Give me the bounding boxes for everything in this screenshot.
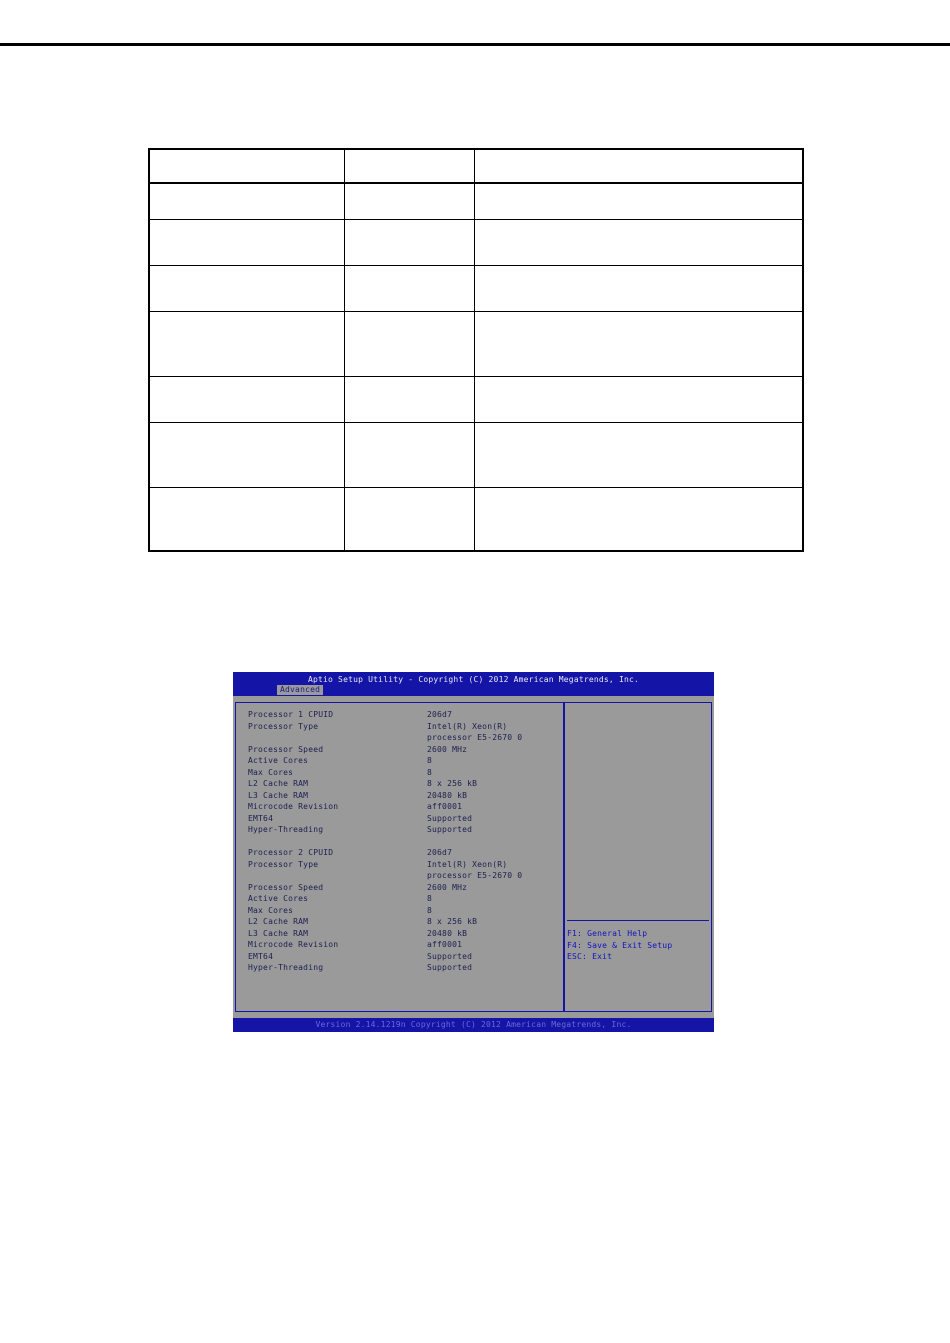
row-label: Processor 2 CPUID (248, 848, 334, 857)
table-row-divider (150, 487, 802, 488)
row-label: Processor Type (248, 859, 319, 869)
row-label: Processor Speed (248, 882, 324, 892)
row-value: 2600 MHz (427, 882, 468, 892)
help-f1: F1: General Help (567, 929, 648, 938)
row-label: L3 Cache RAM (248, 790, 309, 800)
row-label: EMT64 (248, 951, 274, 961)
help-divider (567, 920, 709, 921)
row-label: L3 Cache RAM (248, 928, 309, 938)
table-header-divider (150, 182, 802, 184)
table-column-divider (474, 150, 475, 550)
row-value: Supported (427, 963, 473, 972)
row-label: Microcode Revision (248, 802, 339, 811)
row-label: Processor Speed (248, 744, 324, 754)
key-help-list (567, 928, 672, 963)
bios-header (233, 672, 714, 696)
row-label: L2 Cache RAM (248, 779, 309, 788)
row-label: Processor Type (248, 721, 319, 731)
bios-screenshot (233, 672, 714, 1032)
row-label: L2 Cache RAM (248, 917, 309, 926)
row-label: Active Cores (248, 756, 309, 765)
row-value: Intel(R) Xeon(R) (427, 721, 508, 731)
row-label: Active Cores (248, 894, 309, 903)
row-value: Intel(R) Xeon(R) (427, 859, 508, 869)
row-value: processor E5-2670 0 (427, 733, 523, 742)
table-column-divider (344, 150, 345, 550)
table-row-divider (150, 311, 802, 312)
row-label: EMT64 (248, 813, 274, 823)
help-f4: F4: Save & Exit Setup (567, 940, 673, 950)
row-value: 8 (427, 894, 433, 903)
processor-info-panel (235, 702, 564, 1012)
row-value: 206d7 (427, 710, 453, 719)
row-label: Max Cores (248, 905, 294, 915)
row-value: 20480 kB (427, 928, 468, 938)
bios-title: Aptio Setup Utility - Copyright (C) 2012 American Megatrends, Inc. (307, 675, 640, 684)
row-label: Max Cores (248, 767, 294, 777)
table-row-divider (150, 265, 802, 266)
row-label: Hyper-Threading (248, 963, 324, 972)
row-value: 206d7 (427, 848, 453, 857)
row-value: aff0001 (427, 802, 463, 811)
row-label: Microcode Revision (248, 940, 339, 949)
row-value: 8 (427, 767, 433, 777)
help-esc: ESC: Exit (567, 952, 613, 961)
row-value: processor E5-2670 0 (427, 871, 523, 880)
tab-advanced[interactable]: Advanced (277, 685, 323, 695)
table-row-divider (150, 219, 802, 220)
header-rule (0, 43, 950, 46)
help-panel (564, 702, 712, 1012)
row-value: 8 (427, 756, 433, 765)
row-value: Supported (427, 951, 473, 961)
row-value: 20480 kB (427, 790, 468, 800)
row-label: Hyper-Threading (248, 825, 324, 834)
row-value: Supported (427, 813, 473, 823)
row-value: aff0001 (427, 940, 463, 949)
row-value: 2600 MHz (427, 744, 468, 754)
row-value: 8 x 256 kB (427, 917, 478, 926)
table-row-divider (150, 376, 802, 377)
settings-table (148, 148, 804, 552)
bios-footer: Version 2.14.1219n Copyright (C) 2012 American Megatrends, Inc. (233, 1018, 714, 1032)
row-value: Supported (427, 825, 473, 834)
row-value: 8 x 256 kB (427, 779, 478, 788)
row-value: 8 (427, 905, 433, 915)
row-label: Processor 1 CPUID (248, 710, 334, 719)
table-row-divider (150, 422, 802, 423)
